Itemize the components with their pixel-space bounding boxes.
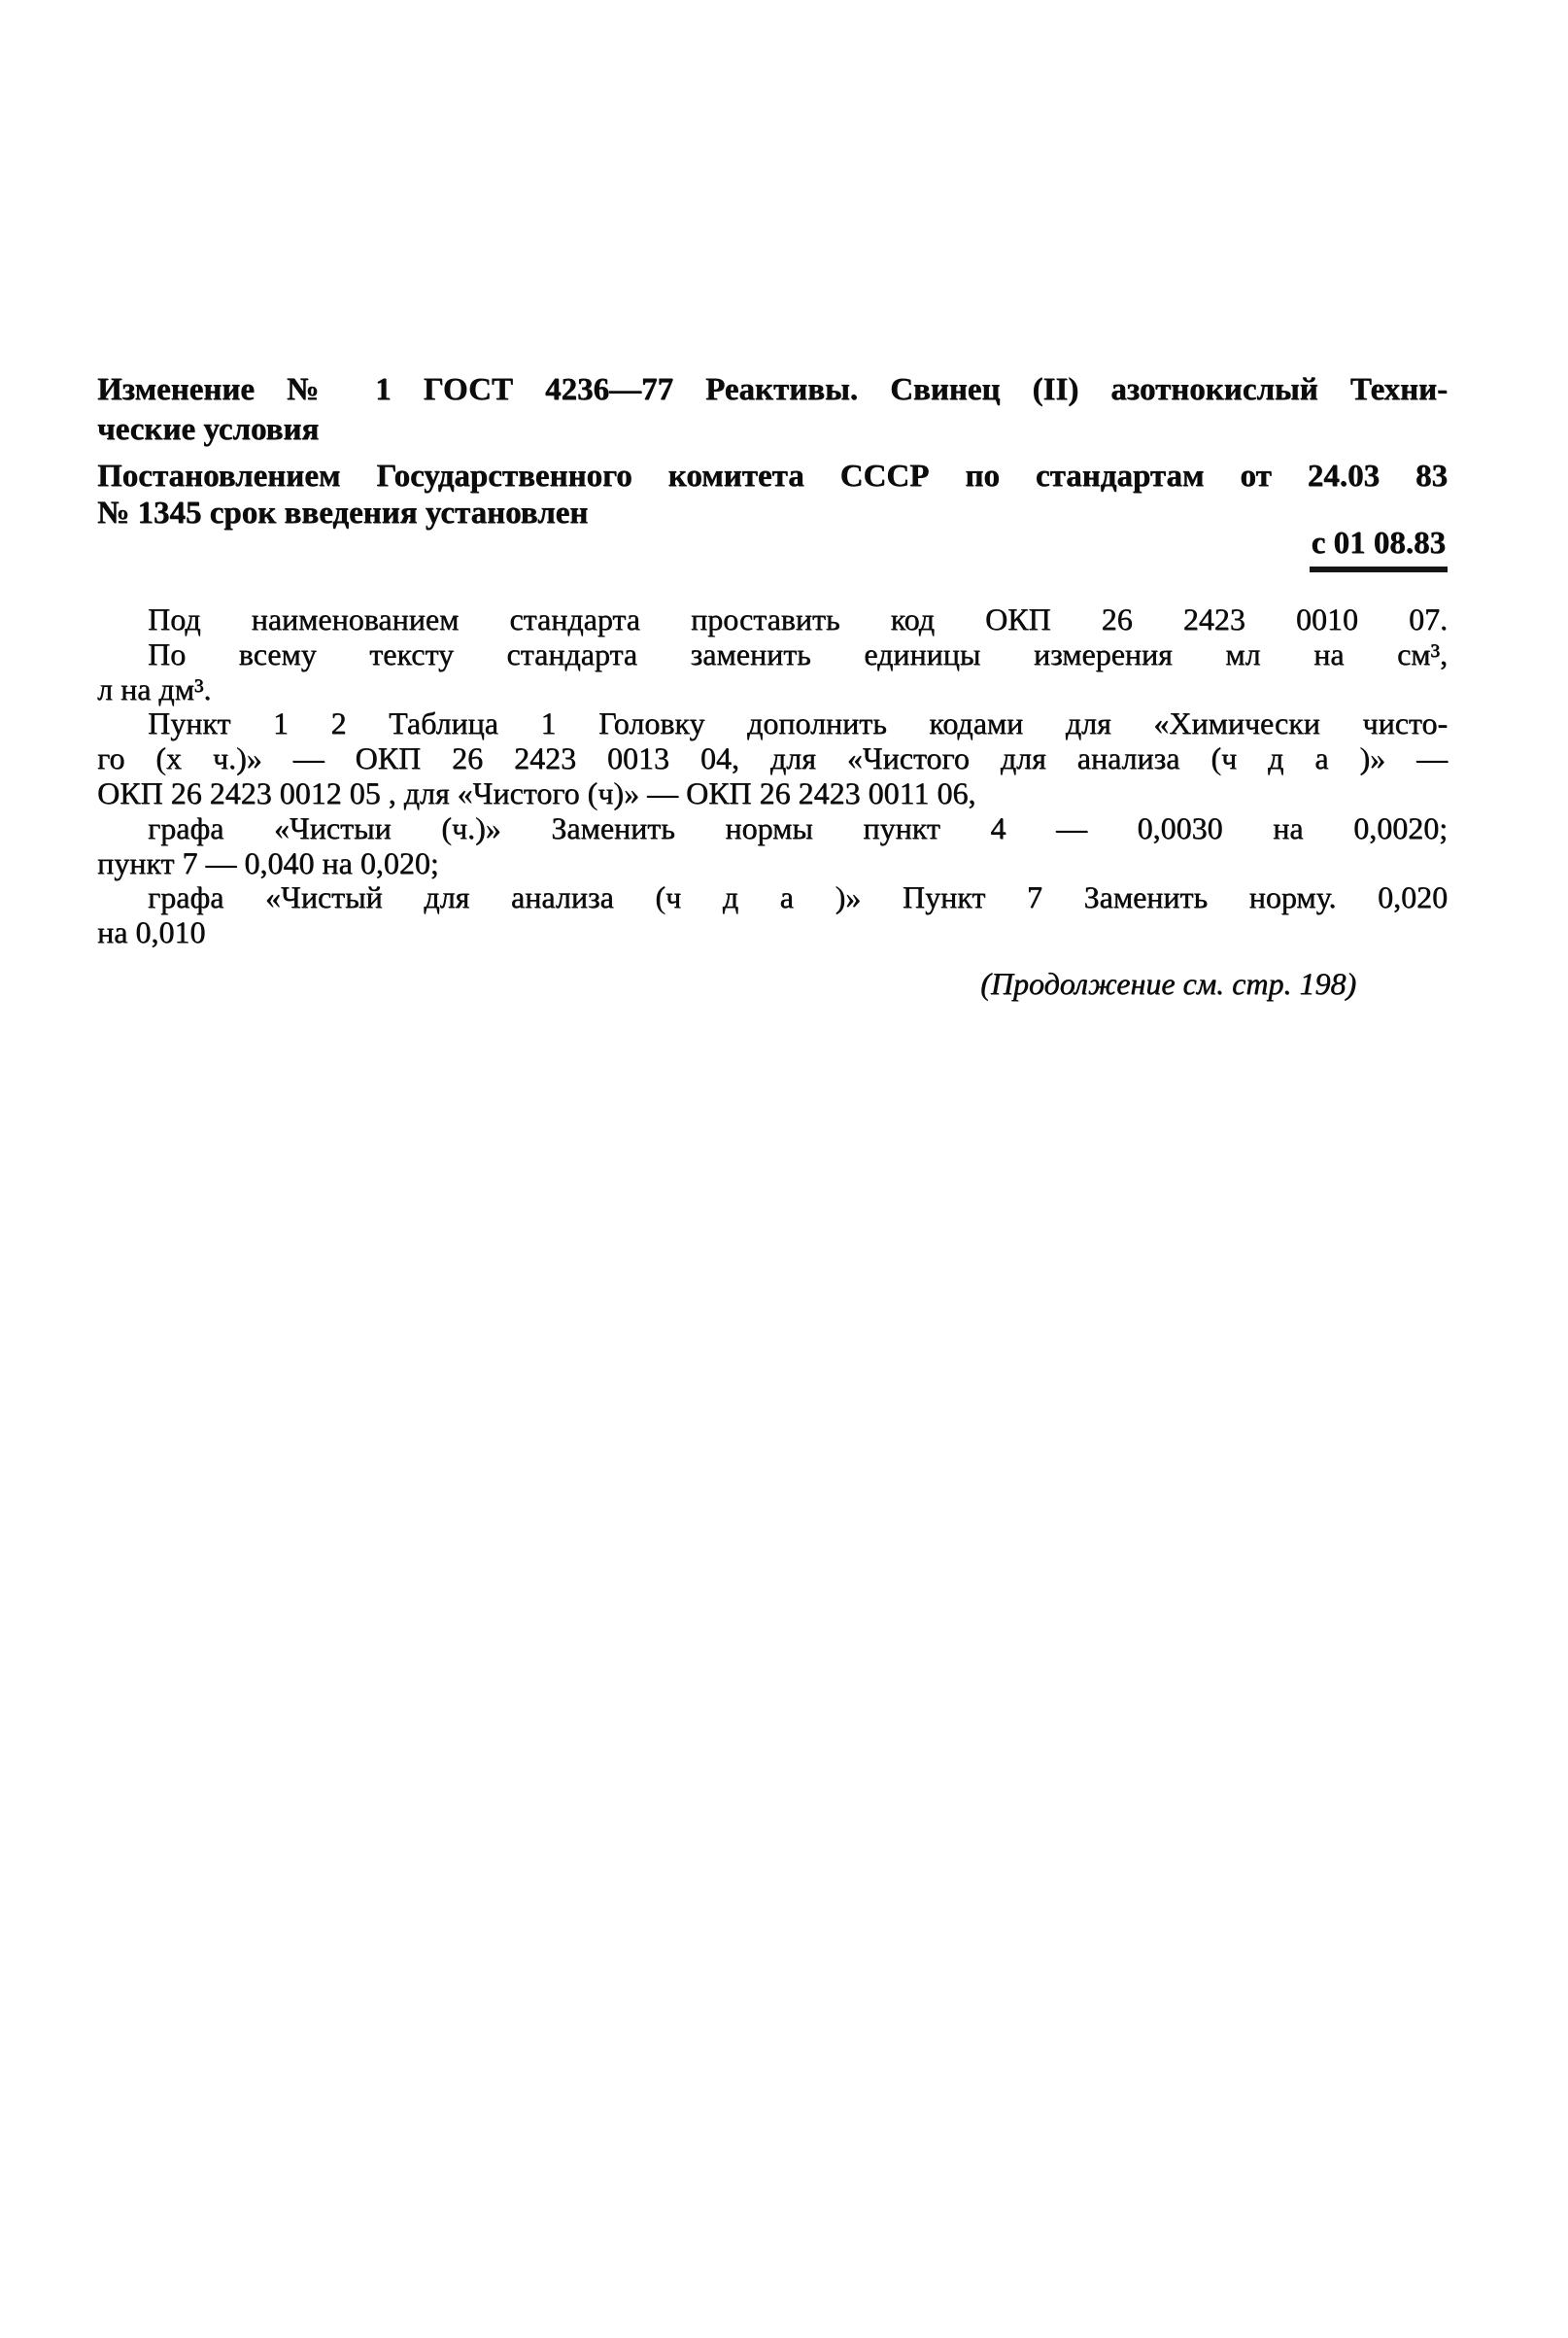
effective-date-line bbox=[97, 526, 1448, 572]
body-line-4: Пункт 1 2 Таблица 1 Головку дополнить кодами для «Химически чисто- bbox=[148, 705, 1448, 741]
continuation-note: (Продолжение см. стр. 198) bbox=[980, 966, 1356, 1001]
decree-line-1: Постановлением Государственного комитета СССР по стандартам от 24.03 83 bbox=[97, 459, 1448, 494]
body-line-9: графа «Чистый для анализа (ч д а )» Пункт 7 Заменить норму. 0,020 bbox=[148, 879, 1448, 915]
body-line-5: го (х ч.)» — ОКП 26 2423 0013 04, для «Чистого для анализа (ч д а )» — bbox=[97, 740, 1448, 776]
effective-date: с 01 08.83 bbox=[1310, 526, 1448, 572]
body-line-1: Под наименованием стандарта проставить код ОКП 26 2423 0010 07. bbox=[148, 602, 1448, 636]
title-line-2: ческие условия bbox=[97, 412, 320, 447]
body-line-10: на 0,010 bbox=[97, 914, 206, 950]
amendment-body bbox=[97, 602, 1448, 950]
decree-line-2: № 1345 срок введения установлен bbox=[97, 496, 589, 531]
title-line-1: Изменение № 1 ГОСТ 4236—77 Реактивы. Свинец (II) азотнокислый Техни- bbox=[97, 372, 1448, 407]
body-line-6: ОКП 26 2423 0012 05 , для «Чистого (ч)» — ОКП 26 2423 0011 06, bbox=[97, 774, 976, 810]
body-line-7: графа «Чистыи (ч.)» Заменить нормы пункт 4 — 0,0030 на 0,0020; bbox=[148, 809, 1448, 845]
decree-paragraph bbox=[97, 458, 1448, 532]
amendment-title bbox=[97, 370, 1448, 450]
body-line-3: л на дм³. bbox=[97, 670, 212, 706]
body-line-8: пункт 7 — 0,040 на 0,020; bbox=[97, 844, 439, 880]
body-line-2: По всему тексту стандарта заменить единицы измерения мл на см³, bbox=[148, 636, 1448, 671]
